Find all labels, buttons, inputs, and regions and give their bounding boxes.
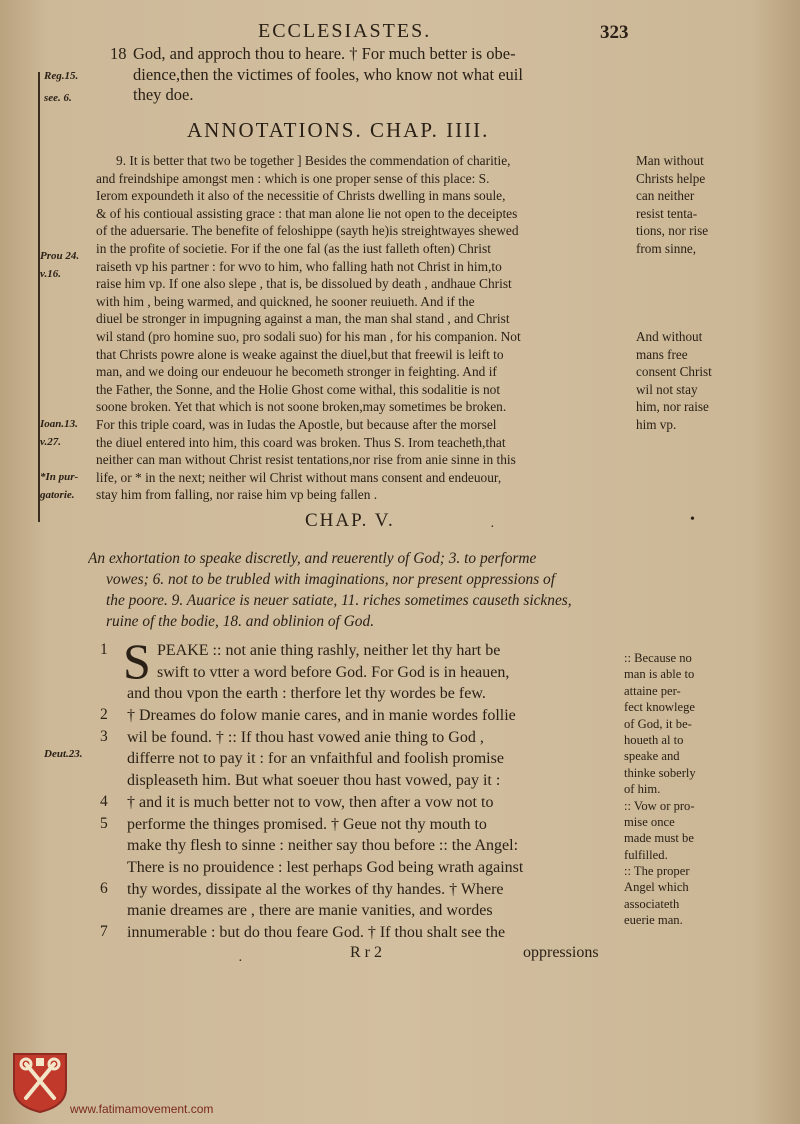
- gloss-line: him, nor raise: [636, 399, 709, 415]
- annotation-line: raiseth vp his partner : for wvo to him, who falling hath not Christ in him,to: [96, 258, 502, 274]
- gloss-line: consent Christ: [636, 364, 712, 380]
- chapter-line: and thou vpon the earth : therfore let thy wordes be few.: [127, 685, 486, 703]
- chapter-line: manie dreames are , there are manie vanities, and wordes: [127, 902, 493, 920]
- verse-number: 6: [100, 880, 108, 897]
- verse-number: 4: [100, 793, 108, 810]
- annotations-body: [96, 152, 632, 504]
- gloss-line: mise once: [624, 814, 675, 829]
- ink-dot: ·: [490, 520, 495, 535]
- annotation-line: the Father, the Sonne, and the Holie Ghost come withal, this sodalitie is not: [96, 381, 501, 397]
- gloss-line: him vp.: [636, 416, 677, 432]
- gloss-line: of God, it be-: [624, 716, 692, 731]
- gloss-line: tions, nor rise: [636, 223, 709, 239]
- page-number: 323: [600, 22, 629, 43]
- verse-line: they doe.: [133, 85, 194, 104]
- chapter-argument: [88, 548, 648, 632]
- annotation-line: soone broken. Yet that which is not soone broken,may sometimes be broken.: [96, 399, 507, 415]
- argument-line: the poore. 9. Auarice is neuer satiate, 11. riches sometimes causeth sicknes,: [106, 592, 572, 609]
- gloss-line: mans free: [636, 346, 688, 362]
- annotation-line: diuel be stronger in impugning against a man, the man shal stand , and Christ: [96, 311, 510, 327]
- gloss-line: resist tenta-: [636, 205, 698, 221]
- chapter-line: swift to vtter a word before God. For God is in heauen,: [157, 663, 510, 681]
- gloss-line: euerie man.: [624, 913, 683, 928]
- margin-ref: gatorie.: [40, 489, 75, 501]
- annotation-line: wil stand (pro homine suo, pro sodali suo) for his man , for his companion. Not: [96, 328, 521, 344]
- site-url-link[interactable]: www.fatimamovement.com: [70, 1102, 214, 1116]
- gloss-line: fect knowlege: [624, 700, 695, 715]
- chapter-body: [127, 640, 627, 944]
- gloss-line: And without: [636, 329, 703, 344]
- running-head: [0, 20, 800, 46]
- chapter-line: innumerable : but do thou feare God. † If thou shalt see the: [127, 923, 506, 941]
- chapter-line: displeaseth him. But what soeuer thou hast vowed, pay it :: [127, 772, 501, 790]
- gloss-line: associateth: [624, 896, 680, 911]
- chapter-line: performe the thinges promised. † Geue not thy mouth to: [127, 815, 487, 833]
- margin-ref: *In pur-: [40, 471, 79, 483]
- margin-ref: Ioan.13.: [40, 418, 78, 430]
- margin-ref: Prou 24.: [40, 250, 80, 262]
- gloss-line: fulfilled.: [624, 847, 668, 862]
- annotations-heading: ANNOTATIONS. CHAP. IIII.: [187, 118, 490, 142]
- gloss-line: :: Vow or pro-: [624, 798, 695, 813]
- margin-rule: [38, 72, 40, 522]
- chapter-line: wil be found. † :: If thou hast vowed anie thing to God ,: [127, 728, 484, 746]
- annotation-line: & of his contioual assisting grace : that man alone lie not open to the deceiptes: [96, 205, 518, 221]
- running-title: ECCLESIASTES.: [258, 20, 432, 42]
- gloss-line: attaine per-: [624, 683, 681, 698]
- gloss-line: :: The proper: [624, 864, 690, 879]
- gloss-line: speake and: [624, 749, 680, 764]
- gloss-line: Christs helpe: [636, 170, 706, 186]
- chapter-heading: CHAP. V.: [305, 510, 395, 531]
- chapter-line: † Dreames do folow manie cares, and in manie wordes follie: [127, 707, 516, 725]
- chapter-line: † and it is much better not to vow, then after a vow not to: [127, 793, 494, 811]
- gloss-line: from sinne,: [636, 240, 697, 256]
- annotation-line: 9. It is better that two be together ] Besides the commendation of charitie,: [116, 153, 511, 168]
- catchword: oppressions: [523, 944, 599, 961]
- annotation-line: the diuel entered into him, this coard was broken. Thus S. Irom teacheth,that: [96, 434, 506, 450]
- margin-ref: see. 6.: [44, 92, 72, 104]
- annotation-line: life, or * in the next; neither wil Christ without mans consent and endeuour,: [96, 469, 502, 485]
- gloss-line: houeth al to: [624, 732, 684, 747]
- verse-number: 1: [100, 641, 108, 658]
- gloss-line: wil not stay: [636, 381, 698, 397]
- ink-dot: •: [690, 512, 695, 527]
- gloss-line: of him.: [624, 782, 661, 797]
- annotation-line: man, and we doing our endeuour he becometh stronger in feighting. And if: [96, 364, 497, 380]
- chapter-line: differre not to pay it : for an vnfaithful and foolish promise: [127, 750, 504, 768]
- verse-number: 2: [100, 706, 108, 723]
- margin-ref: Deut.23.: [44, 748, 83, 760]
- margin-ref: v.16.: [40, 268, 61, 280]
- annotation-line: that Christs powre alone is weake against the diuel,but that freewil is leift to: [96, 346, 504, 362]
- annotation-line: and freindshipe amongst men : which is one proper sense of this place: S.: [96, 170, 490, 186]
- gloss-line: man is able to: [624, 667, 695, 682]
- side-gloss-upper: [636, 152, 708, 258]
- annotation-line: stay him from falling, nor raise him vp being fallen .: [96, 487, 378, 503]
- verse-number: 7: [100, 923, 108, 940]
- gloss-line: :: Because no: [624, 651, 692, 665]
- gloss-line: Angel which: [624, 880, 689, 895]
- margin-ref: v.27.: [40, 436, 61, 448]
- annotation-line: in the profite of societie. For if the one fal (as the iust falleth often) Christ: [96, 240, 491, 256]
- argument-line: ruine of the bodie, 18. and oblinion of God.: [106, 613, 375, 630]
- chapter-line: PEAKE :: not anie thing rashly, neither let thy hart be: [157, 642, 501, 659]
- gloss-line: Man without: [636, 153, 704, 168]
- ink-dot: ·: [238, 954, 243, 969]
- verse-number: 3: [100, 728, 108, 745]
- verse-line: dience,then the victimes of fooles, who know not what euil: [133, 64, 523, 84]
- verse-18-block: [110, 44, 650, 106]
- verse-number: 18: [110, 44, 127, 63]
- annotation-line: For this triple coard, was in Iudas the Apostle, but because after the morsel: [96, 416, 497, 432]
- gloss-line: thinke soberly: [624, 765, 696, 780]
- gloss-line: made must be: [624, 831, 694, 846]
- chapter-line: thy wordes, dissipate al the workes of thy handes. † Where: [127, 880, 504, 898]
- annotation-line: neither can man without Christ resist tentations,nor rise from anie sinne in this: [96, 452, 516, 468]
- annotation-line: with him , being warmed, and quickned, he sooner reuiueth. And if the: [96, 293, 475, 309]
- argument-line: An exhortation to speake discretly, and reuerently of God; 3. to performe: [88, 550, 537, 567]
- annotation-line: of the aduersarie. The benefite of feloshippe (sayth he)is streightwayes shewed: [96, 223, 519, 239]
- verse-number: 5: [100, 815, 108, 832]
- papal-keys-logo-icon: [12, 1052, 68, 1114]
- gloss-line: can neither: [636, 188, 695, 204]
- chapter-line: There is no prouidence : lest perhaps God being wrath against: [127, 858, 524, 876]
- signature-mark: R r 2: [350, 944, 382, 961]
- margin-ref: Reg.15.: [44, 70, 79, 82]
- verse-line: 18 God, and approch thou to heare. † For much better is obe-: [110, 44, 516, 63]
- argument-line: vowes; 6. not to be trubled with imaginations, nor present oppressions of: [106, 571, 556, 588]
- chapter-line: make thy flesh to sinne : neither say thou before :: the Angel:: [127, 837, 519, 855]
- annotation-line: raise him vp. If one also slepe , that is, be dissolued by death , andhaue Christ: [96, 276, 512, 292]
- side-gloss-lower: [636, 328, 712, 434]
- side-gloss-chapter: [624, 650, 696, 929]
- annotation-line: Ierom expoundeth it also of the necessitie of Christs dwelling in mans soule,: [96, 188, 506, 204]
- drop-cap: S: [123, 633, 151, 689]
